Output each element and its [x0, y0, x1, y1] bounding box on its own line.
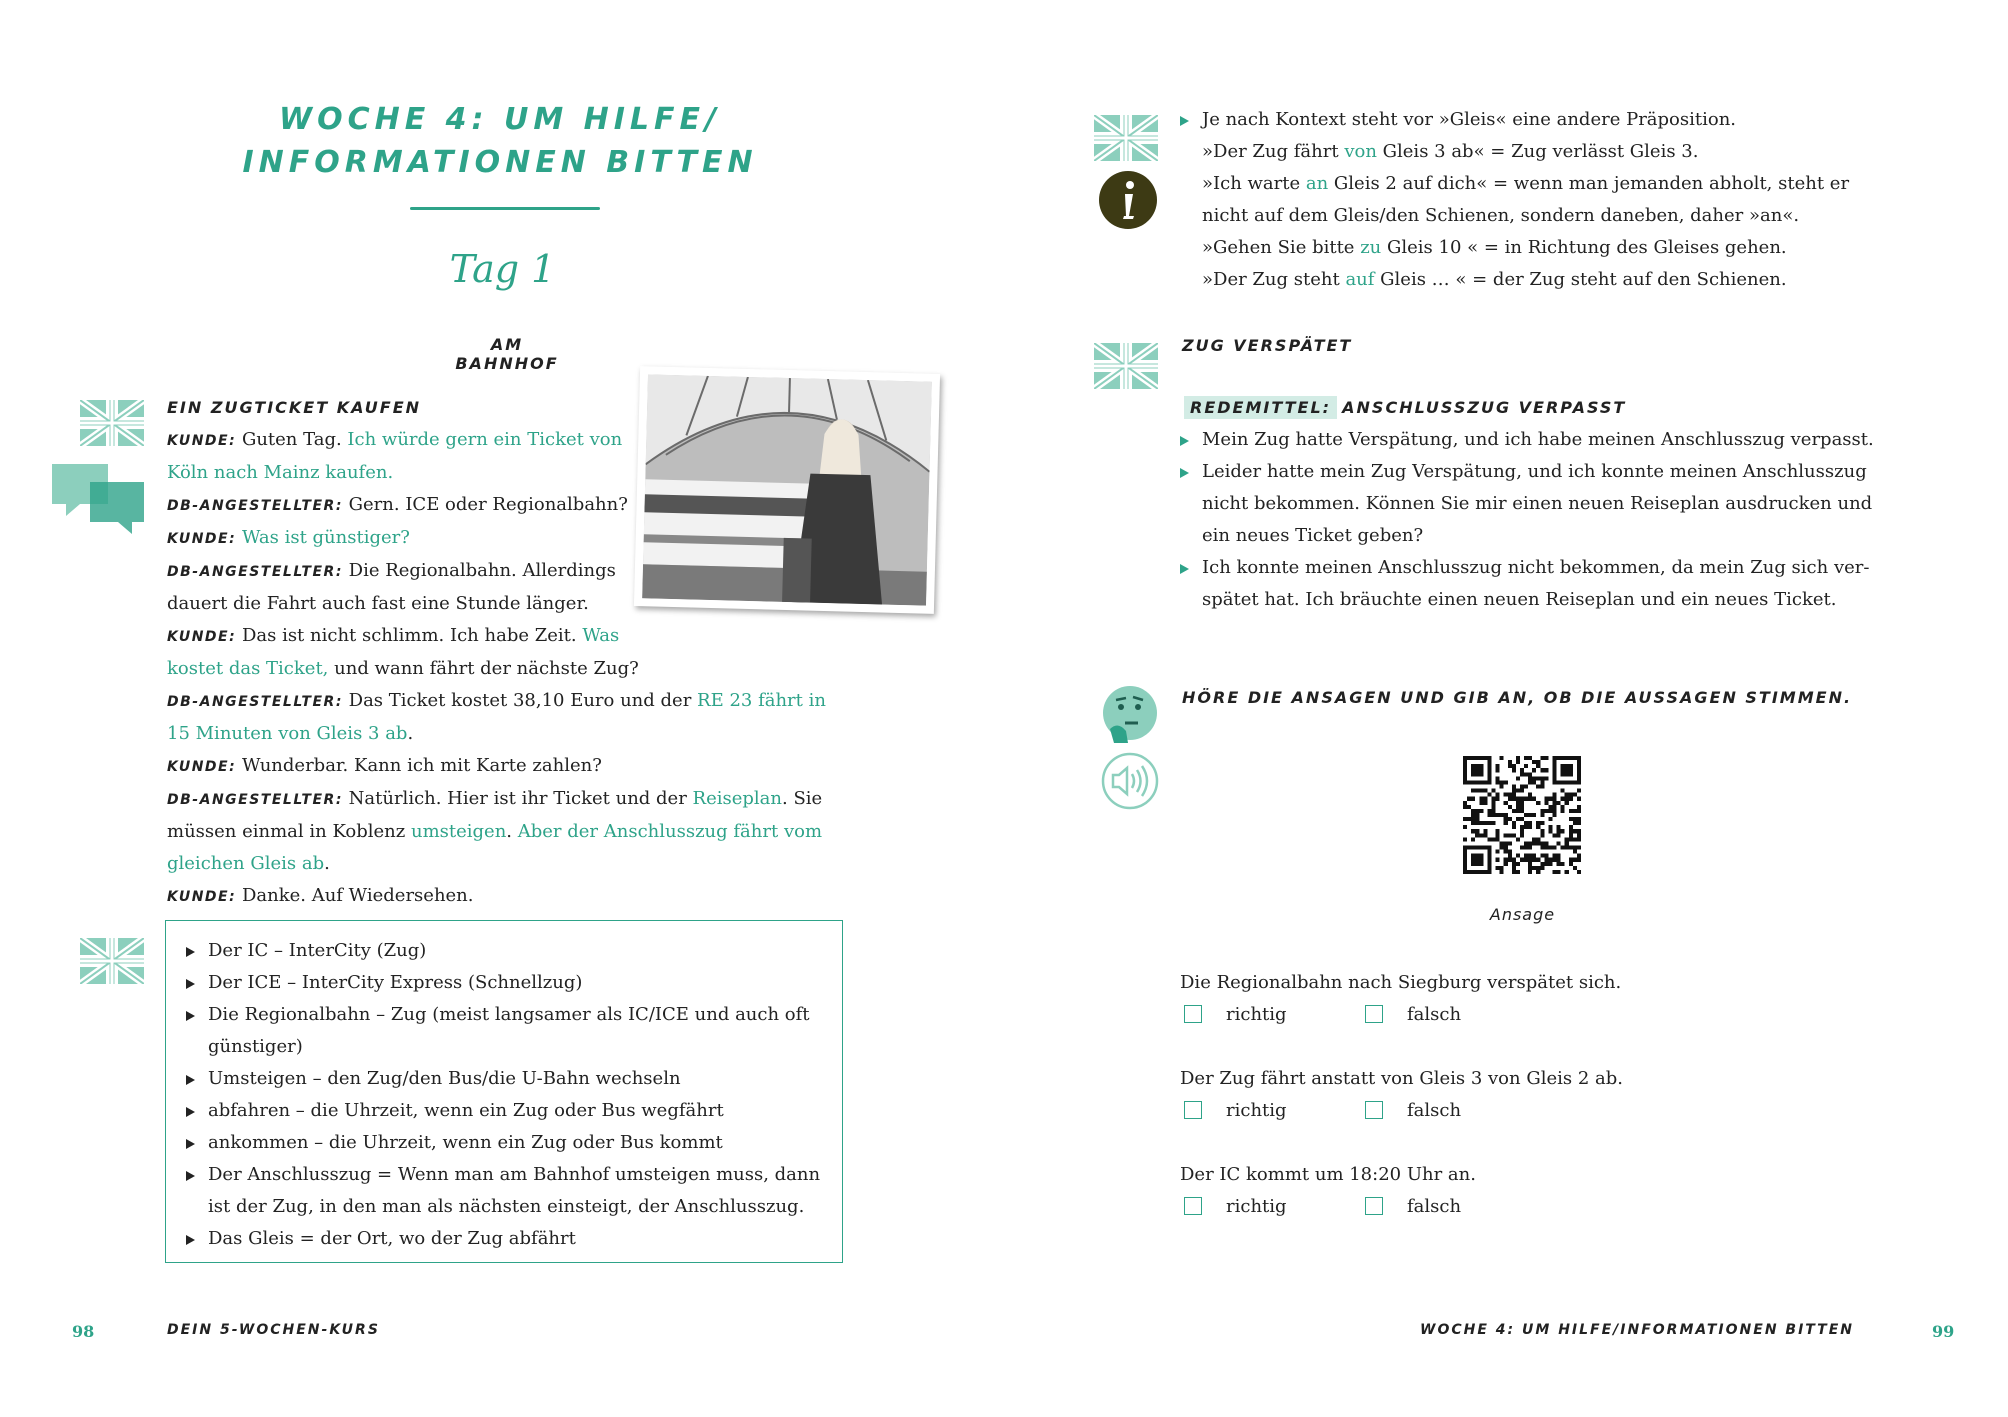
phrase-list: [1178, 424, 1898, 616]
checkbox[interactable]: [1184, 1101, 1202, 1119]
text-fragment: Danke. Auf Wiedersehen.: [236, 885, 474, 906]
phrase-item: [1178, 424, 1898, 456]
vocab-line: ist der Zug, in den man als nächsten einsteigt, der Anschlusszug.: [208, 1196, 805, 1217]
bullet-icon: [1180, 116, 1189, 126]
highlighted-phrase: Was ist günstiger?: [241, 527, 410, 548]
speaker-label: DB-ANGESTELLTER:: [167, 564, 343, 580]
text-fragment: müssen einmal in Koblenz: [167, 821, 411, 842]
text-fragment: Gleis 3 ab« = Zug verlässt Gleis 3.: [1376, 141, 1699, 162]
text-fragment: Natürlich. Hier ist ihr Ticket und der: [342, 788, 693, 809]
option-label: falsch: [1407, 1196, 1462, 1217]
bullet-icon: [186, 1107, 195, 1117]
text-fragment: dauert die Fahrt auch fast eine Stunde länger.: [167, 593, 589, 614]
dialog-line: [167, 718, 827, 750]
vocab-line: Das Gleis = der Ort, wo der Zug abfährt: [208, 1228, 576, 1249]
info-item: [1178, 104, 1898, 136]
text-fragment: und wann fährt der nächste Zug?: [328, 658, 639, 679]
text-fragment: Gern. ICE oder Regionalbahn?: [342, 494, 628, 515]
text-fragment: Das Ticket kostet 38,10 Euro und der: [342, 690, 698, 711]
text-fragment: Je nach Kontext steht vor »Gleis« eine andere Präposition.: [1202, 109, 1737, 130]
option-label: falsch: [1407, 1004, 1462, 1025]
option-falsch[interactable]: [1365, 1196, 1461, 1217]
option-falsch[interactable]: [1365, 1100, 1461, 1121]
vocab-line: Der IC – InterCity (Zug): [208, 940, 427, 961]
bullet-icon: [186, 947, 195, 957]
highlighted-phrase: Ich würde gern ein Ticket von: [347, 429, 623, 450]
text-fragment: Das ist nicht schlimm. Ich habe Zeit.: [236, 625, 583, 646]
option-label: falsch: [1407, 1100, 1462, 1121]
highlighted-phrase: Aber der Anschlusszug fährt vom: [517, 821, 823, 842]
vocabulary-list: [184, 935, 824, 1255]
highlighted-phrase: Köln nach Mainz kaufen.: [167, 462, 394, 483]
bullet-icon: [186, 1171, 195, 1181]
info-examples: [1178, 136, 1898, 296]
speaker-label: KUNDE:: [167, 889, 237, 905]
text-fragment: Guten Tag.: [236, 429, 348, 450]
highlighted-phrase: Reiseplan: [692, 788, 783, 809]
phrase-line: Leider hatte mein Zug Verspätung, und ich konnte meinen Anschlusszug: [1202, 461, 1867, 482]
text-fragment: .: [407, 723, 414, 744]
text-fragment: Gleis 10 « = in Richtung des Gleises gehen.: [1381, 237, 1787, 258]
highlighted-phrase: an: [1305, 173, 1329, 194]
vocab-line: Die Regionalbahn – Zug (meist langsamer als IC/ICE und auch oft: [208, 1004, 810, 1025]
vocab-line: ankommen – die Uhrzeit, wenn ein Zug oder Bus kommt: [208, 1132, 723, 1153]
qr-code-icon[interactable]: [1463, 756, 1581, 874]
speaker-label: DB-ANGESTELLTER:: [167, 498, 343, 514]
option-falsch[interactable]: [1365, 1004, 1461, 1025]
phrase-item: [1178, 552, 1898, 616]
text-fragment: »Der Zug steht: [1202, 269, 1346, 290]
text-fragment: Die Regionalbahn. Allerdings: [342, 560, 616, 581]
highlighted-phrase: zu: [1360, 237, 1382, 258]
photo-illustration: [642, 374, 932, 605]
dialog-line: [167, 783, 827, 816]
text-fragment: Gleis … « = der Zug steht auf den Schienen.: [1374, 269, 1787, 290]
bullet-icon: [186, 1075, 195, 1085]
dialog-line: [167, 816, 827, 848]
text-fragment: Wunderbar. Kann ich mit Karte zahlen?: [236, 755, 602, 776]
running-footer: DEIN 5-WOCHEN-KURS: [167, 1322, 380, 1338]
text-fragment: »Gehen Sie bitte: [1202, 237, 1361, 258]
page-number: 99: [1932, 1322, 1955, 1341]
speaker-label: KUNDE:: [167, 433, 237, 449]
vocab-line: Der Anschlusszug = Wenn man am Bahnhof umsteigen muss, dann: [208, 1164, 821, 1185]
dialog-line: [167, 750, 827, 783]
text-fragment: .: [506, 821, 518, 842]
bullet-icon: [186, 979, 195, 989]
option-label: richtig: [1226, 1004, 1287, 1025]
bullet-icon: [186, 1011, 195, 1021]
dialog-line: [167, 848, 827, 880]
checkbox[interactable]: [1365, 1005, 1383, 1023]
info-line: [1178, 168, 1898, 200]
phrase-line: Ich konnte meinen Anschlusszug nicht bekommen, da mein Zug sich ver-: [1202, 557, 1870, 578]
vocab-item: [184, 1127, 824, 1159]
exercise-title: HÖRE DIE ANSAGEN UND GIB AN, OB DIE AUSSAGEN STIMMEN.: [1182, 688, 1853, 707]
redemittel-title: ANSCHLUSSZUG VERPASST: [1342, 398, 1627, 417]
text-fragment: »Der Zug fährt: [1202, 141, 1345, 162]
uk-flag-icon: [80, 938, 144, 984]
vocab-line: Umsteigen – den Zug/den Bus/die U-Bahn wechseln: [208, 1068, 681, 1089]
right-page: [1004, 0, 2008, 1417]
highlighted-phrase: 15 Minuten von Gleis 3 ab: [167, 723, 408, 744]
train-station-photo: [634, 366, 940, 614]
vocab-item: [184, 967, 824, 999]
vocab-item: [184, 999, 824, 1063]
running-footer: WOCHE 4: UM HILFE/INFORMATIONEN BITTEN: [1420, 1322, 1854, 1338]
highlighted-phrase: kostet das Ticket,: [167, 658, 329, 679]
bullet-icon: [1180, 564, 1189, 574]
phrase-line: spätet hat. Ich bräuchte einen neuen Reiseplan und ein neues Ticket.: [1202, 589, 1837, 610]
highlighted-phrase: von: [1344, 141, 1377, 162]
day-heading: Tag 1: [449, 247, 556, 291]
bullet-icon: [186, 1139, 195, 1149]
speech-bubbles-icon: [50, 460, 146, 536]
vocab-line: abfahren – die Uhrzeit, wenn ein Zug oder Bus wegfährt: [208, 1100, 724, 1121]
dialog-line: [167, 653, 827, 685]
highlighted-phrase: gleichen Gleis ab: [167, 853, 325, 874]
text-fragment: »Ich warte: [1202, 173, 1306, 194]
statement-text: Der Zug fährt anstatt von Gleis 3 von Gleis 2 ab.: [1180, 1068, 1623, 1089]
phrase-line: nicht bekommen. Können Sie mir einen neuen Reiseplan ausdrucken und: [1202, 493, 1873, 514]
uk-flag-icon: [1094, 343, 1158, 389]
dialog-line: [167, 880, 827, 913]
info-list: [1178, 104, 1898, 296]
speaker-label: KUNDE:: [167, 531, 237, 547]
highlighted-phrase: auf: [1345, 269, 1375, 290]
uk-flag-icon: [80, 400, 144, 446]
text-fragment: Gleis 2 auf dich« = wenn man jemanden abholt, steht er: [1328, 173, 1850, 194]
page-title: WOCHE 4: UM HILFE/ INFORMATIONEN BITTEN: [242, 102, 758, 180]
text-fragment: nicht auf dem Gleis/den Schienen, sondern daneben, daher »an«.: [1202, 205, 1800, 226]
checkbox[interactable]: [1365, 1197, 1383, 1215]
checkbox[interactable]: [1365, 1101, 1383, 1119]
speaker-label: KUNDE:: [167, 759, 237, 775]
uk-flag-icon: [1094, 115, 1158, 161]
bullet-icon: [1180, 468, 1189, 478]
bullet-icon: [186, 1235, 195, 1245]
vocabulary-box: [165, 920, 843, 1263]
vocab-item: [184, 1223, 824, 1255]
phrase-item: [1178, 456, 1898, 552]
speaker-label: DB-ANGESTELLTER:: [167, 792, 343, 808]
vocab-item: [184, 1063, 824, 1095]
qr-caption: Ansage: [1489, 905, 1556, 924]
option-richtig[interactable]: [1184, 1100, 1287, 1121]
section-heading: ZUG VERSPÄTET: [1182, 336, 1353, 355]
info-icon: [1098, 170, 1158, 230]
vocab-line: günstiger): [208, 1036, 303, 1057]
dialog-line: [167, 685, 827, 718]
thinking-face-icon: [1100, 685, 1160, 745]
section-heading: AM BAHNHOF: [455, 335, 559, 373]
option-label: richtig: [1226, 1196, 1287, 1217]
phrase-line: Mein Zug hatte Verspätung, und ich habe meinen Anschlusszug verpasst.: [1202, 429, 1874, 450]
option-label: richtig: [1226, 1100, 1287, 1121]
title-divider: [410, 207, 600, 210]
text-fragment: . Sie: [782, 788, 823, 809]
dialog-line: [167, 620, 827, 653]
vocab-item: [184, 935, 824, 967]
redemittel-heading: [1184, 398, 1626, 417]
info-line: [1178, 264, 1898, 296]
bullet-icon: [1180, 436, 1189, 446]
option-richtig[interactable]: [1184, 1196, 1287, 1217]
speaker-icon: [1100, 752, 1160, 810]
page-number: 98: [72, 1322, 95, 1341]
vocab-item: [184, 1095, 824, 1127]
text-fragment: .: [324, 853, 330, 874]
highlighted-phrase: umsteigen: [410, 821, 507, 842]
highlighted-phrase: RE 23 fährt in: [697, 690, 826, 711]
statement-text: Die Regionalbahn nach Siegburg verspätet sich.: [1180, 972, 1622, 993]
checkbox[interactable]: [1184, 1197, 1202, 1215]
speaker-label: KUNDE:: [167, 629, 237, 645]
vocab-item: [184, 1159, 824, 1223]
vocab-line: Der ICE – InterCity Express (Schnellzug): [208, 972, 583, 993]
phrase-line: ein neues Ticket geben?: [1202, 525, 1424, 546]
info-line: [1178, 200, 1898, 232]
info-line: [1178, 136, 1898, 168]
speaker-label: DB-ANGESTELLTER:: [167, 694, 343, 710]
statement-text: Der IC kommt um 18:20 Uhr an.: [1180, 1164, 1476, 1185]
dialog-title: EIN ZUGTICKET KAUFEN: [167, 398, 422, 417]
info-line: [1178, 232, 1898, 264]
option-richtig[interactable]: [1184, 1004, 1287, 1025]
highlighted-phrase: Was: [582, 625, 620, 646]
checkbox[interactable]: [1184, 1005, 1202, 1023]
redemittel-badge: REDEMITTEL:: [1184, 396, 1337, 419]
